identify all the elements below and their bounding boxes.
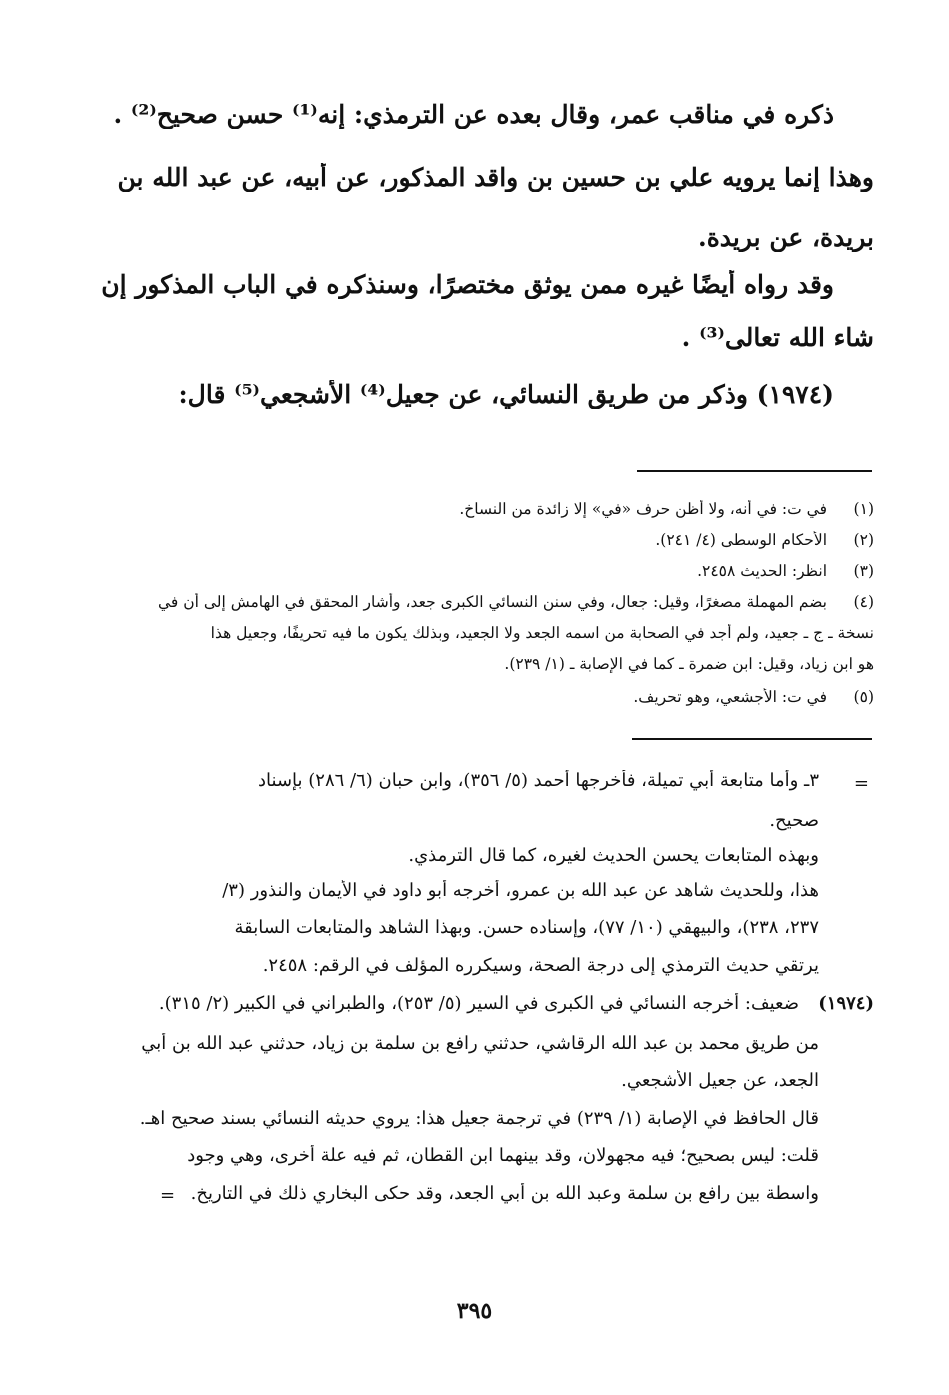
commentary-line: صحيح. [769,810,819,831]
footnote-text: في ت: الأجشعي، وهو تحريف. [633,688,827,706]
footnote-separator [637,470,872,472]
main-line-2: وهذا إنما يرويه علي بن حسين بن واقد المذكور، عن أبيه، عن عبد الله بن [117,163,874,192]
continuation-marker-top: = [853,773,869,794]
main-line-5: شاء الله تعالى⁽³⁾ . [681,323,874,352]
footnote-number: (٣) [853,562,874,580]
commentary-line: قال الحافظ في الإصابة (١/ ٢٣٩) في ترجمة جعيل هذا: يروي حديثه النسائي بسند صحيح اهـ. [139,1108,819,1129]
footnote-text: بضم المهملة مصغرًا، وقيل: جعال، وفي سنن النسائي الكبرى جعد، وأشار المحقق في الهامش إلى أن في [157,593,827,611]
footnote-number: (١) [853,500,874,518]
page-number: ٣٩٥ [456,1298,493,1324]
continuation-marker-bottom: = [160,1185,176,1206]
commentary-line: يرتقي حديث الترمذي إلى درجة الصحة، وسيكرره المؤلف في الرقم: ٢٤٥٨. [262,955,819,976]
commentary-line: قلت: ليس بصحيح؛ فيه مجهولان، وقد بينهما ابن القطان، ثم فيه علة أخرى، وهي وجود [187,1145,819,1166]
commentary-line: هذا، وللحديث شاهد عن عبد الله بن عمرو، أخرجه أبو داود في الأيمان والنذور (٣/ [222,880,819,901]
commentary-line: الجعد، عن جعيل الأشجعي. [621,1070,819,1091]
footnote-text: نسخة ـ ج ـ جعيد، ولم أجد في الصحابة من اسمه الجعد ولا الجعيد، وبذلك يكون ما فيه تحريفًا، وجعيل هذا [210,624,874,642]
footnote-number: (٥) [853,688,874,706]
commentary-line: ضعيف: أخرجه النسائي في الكبرى في السير (٥/ ٢٥٣)، والطبراني في الكبير (٢/ ٣١٥). [158,993,799,1014]
commentary-line: وبهذه المتابعات يحسن الحديث لغيره، كما قال الترمذي. [408,845,819,866]
footnote-number: (٢) [853,531,874,549]
footnote-text: انظر: الحديث ٢٤٥٨. [697,562,827,580]
hadith-number: (١٩٧٤) [818,993,874,1014]
main-line-6-hadith-heading: (١٩٧٤) وذكر من طريق النسائي، عن جعيل⁽⁴⁾ الأشجعي⁽⁵⁾ قال: [178,380,834,409]
footnote-text: في ت: في أنه، ولا أظن حرف «في» إلا زائدة من النساخ. [459,500,827,518]
footnote-number: (٤) [853,593,874,611]
commentary-line: ٢٣٧، ٢٣٨)، والبيهقي (١٠/ ٧٧)، وإسناده حسن. وبهذا الشاهد والمتابعات السابقة [234,917,819,938]
main-line-3: بريدة، عن بريدة. [698,223,874,252]
commentary-line: من طريق محمد بن عبد الله الرقاشي، حدثني رافع بن سلمة بن زياد، حدثني عبد الله بن أبي [141,1033,819,1054]
footnote-text: هو ابن زياد، وقيل: ابن ضمرة ـ كما في الإصابة ـ (١/ ٢٣٩). [504,655,874,673]
main-line-4: وقد رواه أيضًا غيره ممن يوثق مختصرًا، وسنذكره في الباب المذكور إن [101,270,834,299]
commentary-separator [632,738,872,740]
commentary-line: ٣ـ وأما متابعة أبي تميلة، فأخرجها أحمد (٥/ ٣٥٦)، وابن حبان (٦/ ٢٨٦) بإسناد [258,770,819,791]
commentary-line: واسطة بين رافع بن سلمة وعبد الله بن أبي الجعد، وقد حكى البخاري ذلك في التاريخ. [190,1183,819,1204]
main-line-1: ذكره في مناقب عمر، وقال بعده عن الترمذي: إنه⁽¹⁾ حسن صحيح⁽²⁾ . [113,100,834,129]
footnote-text: الأحكام الوسطى (٤/ ٢٤١). [655,531,827,549]
